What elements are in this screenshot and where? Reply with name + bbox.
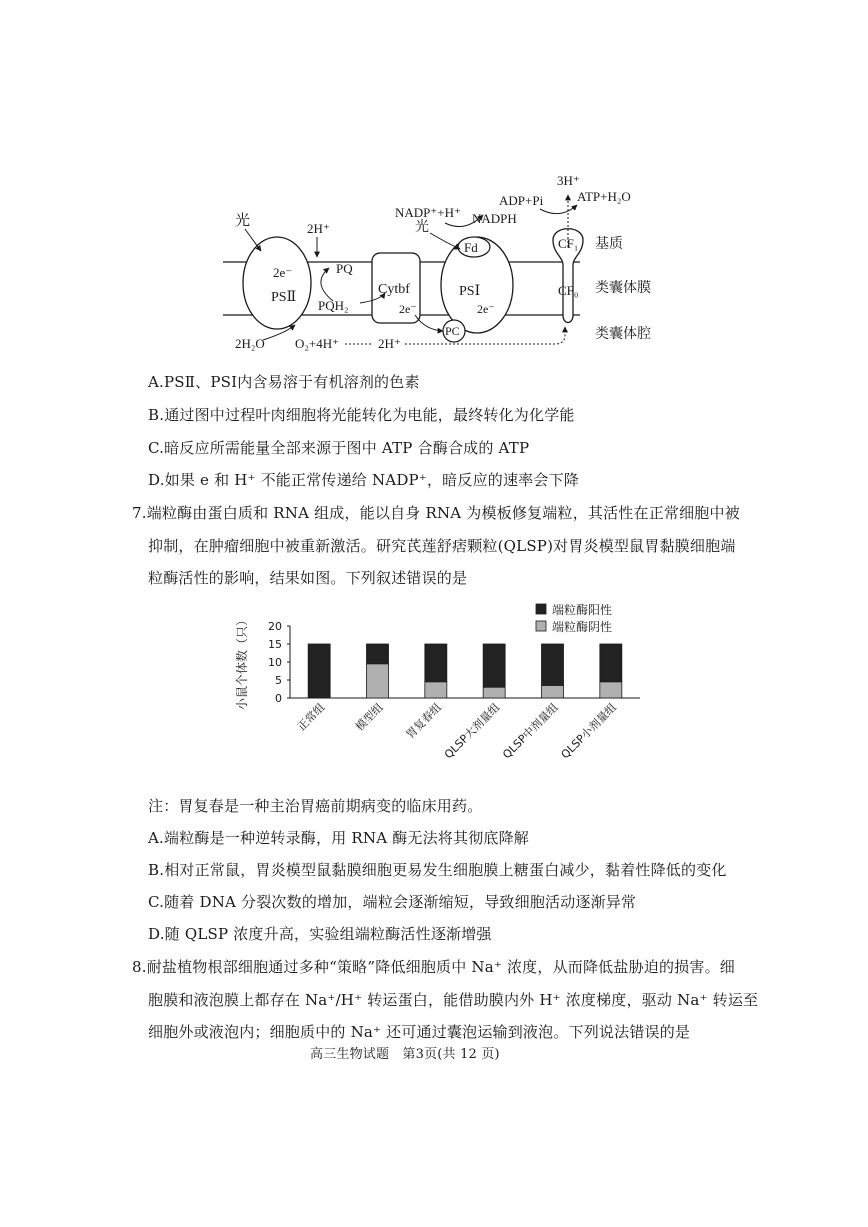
q8-stem-1: 8.耐盐植物根部细胞通过多种“策略”降低细胞质中 Na⁺ 浓度，从而降低盐胁迫的损害。细: [132, 958, 735, 976]
bar-positive: [542, 644, 564, 685]
membrane-label: 类囊体膜: [595, 281, 651, 296]
atp-label: ATP+H₂O: [577, 189, 631, 204]
cf1-label: CF₁: [558, 236, 579, 251]
q6-option-d: D.如果 e 和 H⁺ 不能正常传递给 NADP⁺，暗反应的速率会下降: [148, 471, 579, 489]
y-tick-label: 20: [268, 620, 282, 633]
bar-positive: [308, 644, 330, 698]
legend-label: 端粒酶阳性: [552, 603, 613, 617]
cytbf-label: Cytbf: [378, 282, 410, 297]
q7-option-d: D.随 QLSP 浓度升高，实验组端粒酶活性逐渐增强: [148, 925, 492, 943]
oxygen-label: O₂+4H⁺: [295, 336, 340, 351]
x-tick-label: QLSP小剂量组: [558, 700, 619, 762]
thylakoid-diagram: [215, 165, 675, 360]
x-tick-label: QLSP中剂量组: [500, 700, 561, 762]
q7-option-c: C.随着 DNA 分裂次数的增加，端粒会逐渐缩短，导致细胞活动逐渐异常: [148, 893, 637, 911]
cf0-label: CF₀: [558, 283, 579, 298]
page-footer: 高三生物试题 第3页(共 12 页): [310, 1047, 500, 1062]
x-tick-label: 模型组: [353, 700, 386, 734]
pc-label: PC: [445, 324, 460, 338]
ps2-complex: [243, 237, 311, 329]
legend-swatch: [536, 621, 546, 631]
bar-negative: [483, 687, 505, 698]
nadph-label: NADPH: [472, 211, 517, 226]
ps1-label: PSⅠ: [459, 284, 481, 299]
nadp-label: NADP⁺+H⁺: [395, 205, 461, 220]
q7-note: 注：胃复春是一种主治胃癌前期病变的临床用药。: [148, 797, 483, 815]
water-label: 2H₂O: [235, 336, 265, 351]
bar-positive: [367, 644, 389, 664]
x-tick-label: QLSP大剂量组: [441, 700, 503, 762]
stroma-label: 基质: [595, 237, 623, 252]
bar-positive: [600, 644, 622, 682]
telomerase-chart: [228, 598, 658, 798]
y-axis-label: 小鼠个体数（只）: [235, 613, 249, 711]
legend-swatch: [536, 604, 546, 614]
q7-option-a: A.端粒酶是一种逆转录酶，用 RNA 酶无法将其彻底降解: [148, 829, 529, 847]
fd-label: Fd: [464, 240, 478, 255]
bar-negative: [600, 682, 622, 698]
q7-option-b: B.相对正常鼠，胃炎模型鼠黏膜细胞更易发生细胞膜上糖蛋白减少，黏着性降低的变化: [148, 861, 727, 879]
bar-negative: [542, 685, 564, 698]
q6-option-b: B.通过图中过程叶肉细胞将光能转化为电能，最终转化为化学能: [148, 406, 575, 424]
x-tick-label: 胃复春组: [403, 700, 444, 742]
ps1-electrons: 2e⁻: [477, 302, 495, 316]
h-lumen-label: 2H⁺: [378, 336, 401, 351]
light-label-1: 光: [235, 213, 251, 229]
ps2-label: PSⅡ: [271, 290, 297, 305]
q6-option-c: C.暗反应所需能量全部来源于图中 ATP 合酶合成的 ATP: [148, 439, 530, 457]
bar-positive: [483, 644, 505, 687]
y-tick-label: 5: [275, 674, 282, 687]
ps2-electrons: 2e⁻: [273, 265, 293, 280]
pqh2-label: PQH₂: [318, 298, 349, 313]
q8-stem-2: 胞膜和液泡膜上都存在 Na⁺/H⁺ 转运蛋白，能借助膜内外 H⁺ 浓度梯度，驱动 Na⁺ 转运至: [148, 991, 759, 1009]
y-tick-label: 0: [275, 692, 282, 705]
h-top-label: 2H⁺: [307, 221, 330, 236]
bar-positive: [425, 644, 447, 682]
bar-negative: [425, 682, 447, 698]
q8-stem-3: 细胞外或液泡内；细胞质中的 Na⁺ 还可通过囊泡运输到液泡。下列说法错误的是: [148, 1023, 691, 1041]
legend-label: 端粒酶阴性: [552, 620, 613, 634]
pq-label: PQ: [336, 261, 353, 276]
bar-negative: [367, 664, 389, 698]
cytbf-electrons: 2e⁻: [399, 302, 417, 316]
q7-stem-1: 7.端粒酶由蛋白质和 RNA 组成，能以自身 RNA 为模板修复端粒，其活性在正常细胞中被: [132, 504, 740, 522]
light-label-2: 光: [415, 220, 429, 235]
y-tick-label: 10: [268, 656, 282, 669]
lumen-label: 类囊体腔: [595, 327, 651, 342]
h3-label: 3H⁺: [557, 173, 580, 188]
q6-option-a: A.PSⅡ、PSⅠ内含易溶于有机溶剂的色素: [148, 373, 420, 391]
x-tick-label: 正常组: [294, 700, 328, 734]
q7-stem-2: 抑制，在肿瘤细胞中被重新激活。研究芪莲舒痞颗粒(QLSP)对胃炎模型鼠胃黏膜细胞端: [148, 537, 736, 555]
q7-stem-3: 粒酶活性的影响，结果如图。下列叙述错误的是: [148, 569, 468, 587]
adp-label: ADP+Pi: [499, 193, 544, 208]
y-tick-label: 15: [268, 638, 282, 651]
